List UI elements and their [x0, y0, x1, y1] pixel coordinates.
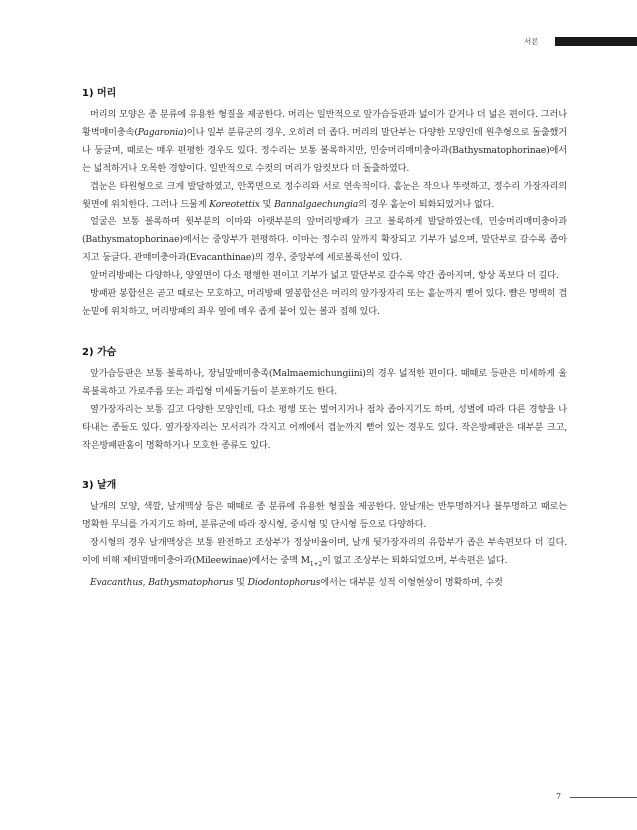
paragraph [82, 267, 567, 285]
italic-term: Evacanthus [90, 576, 143, 588]
text-run: 및 [259, 198, 275, 210]
section-heading: 2) 가슴 [82, 346, 117, 358]
italic-term: Pagaronia [137, 126, 184, 138]
italic-term: Koreotettix [209, 198, 260, 210]
text-run: 방패판 봉합선은 곧고 때로는 모호하고, 머리방패 옆봉합선은 머리의 앞가장자리 또는 홑눈까지 뻗어 있다. 뺨은 명백히 겹눈밑에 위치하고, 머리방패의 좌우 옆에 매우 좁게 붙어 있는 볼과 접해 있다. [82, 288, 567, 317]
text-run: , [142, 576, 149, 588]
section [82, 345, 567, 455]
section-heading: 3) 날개 [82, 480, 117, 492]
text-run: 앞머리방패는 다양하나, 양옆면이 다소 평행한 편이고 기부가 넓고 말단부로 갈수록 약간 좁아지며, 항상 폭보다 더 길다. [90, 270, 559, 282]
paragraph [82, 498, 567, 534]
paragraph [82, 285, 567, 321]
paragraph [82, 534, 567, 574]
paragraph [82, 401, 567, 455]
section [82, 86, 567, 321]
paragraph [82, 213, 567, 267]
text-run: 옆가장자리는 보통 길고 다양한 모양인데, 다소 평행 또는 벌어지거나 점차 좁아지기도 하며, 성별에 따라 다른 경향을 나타내는 종들도 있다. 옆가장자리는 모서리가 각지고 어깨에서 겹눈까지 뻗어 있는 경우도 있다. 작은방패판은 대부분 크고, 작은방패판홈이 명확하거나 모호한 종류도 있다. [82, 403, 567, 451]
text-run: 의 경우 홑눈이 퇴화되었거나 없다. [358, 198, 495, 210]
paragraph [82, 574, 567, 592]
section [82, 478, 567, 591]
italic-term: Bathysmatophorus [148, 576, 234, 588]
paragraph [82, 178, 567, 214]
text-run: 겹눈은 타원형으로 크게 발달하였고, 안쪽면으로 정수리와 서로 연속적이다. 홑눈은 작으나 뚜렷하고, 정수리 가장자리의 윗면에 위치한다. 그러나 드물게 [82, 180, 567, 210]
main-content [82, 86, 567, 616]
text-run: 날개의 모양, 색깔, 날개맥상 등은 때때로 종 분류에 유용한 형질을 제공한다. 앞날개는 반투명하거나 불투명하고 때로는 명확한 무늬를 가지기도 하며, 분류군에 따라 장시형, 중시형 및 단시형 등으로 다양하다. [82, 501, 567, 531]
text-run: )이나 일부 분류군의 경우, 오히려 더 좁다. 머리의 말단부는 다양한 모양인데 원추형으로 돌출했거나 둥글며, 때로는 매우 편평한 경우도 있다. 정수리는 보통 볼록하지만, 민숭머리매미충아과(Bathysmatophorinae)에서는 넓적하거나 오목한 경향이다. 일반적으로 수컷의 머리가 암컷보다 더 돌출하였다. [82, 126, 567, 174]
text-run: 이 없고 조상부는 퇴화되었으며, 부속편은 넓다. [322, 555, 508, 567]
text-run: 얼굴은 보통 볼록하며 윗부분의 이마와 아랫부분의 앞머리방패가 크고 볼록하게 발달하였는데, 민숭머리매미충아과(Bathysmatophorinae)에서는 중앙부가 편평하다. 이마는 정수리 앞까지 확장되고 기부가 넓으며, 말단부로 갈수록 좁아지고 둥글다. 관매미충아과(Evacanthinae)의 경우, 중앙부에 세로볼록선이 있다. [82, 216, 567, 264]
footer-rule [570, 797, 637, 798]
italic-term: Diodontophorus [247, 576, 321, 588]
text-run: 및 [233, 576, 248, 588]
text-run: 앞가슴등판은 보통 볼록하나, 장님말매미충족(Malmaemichungiini)의 경우 넓적한 편이다. 때때로 등판은 미세하게 울록불록하고 가로주름 또는 과립형 미세돌기들이 분포하기도 한다. [82, 367, 567, 397]
header-bar [555, 37, 637, 46]
text-run: 에서는 대부분 성적 이형현상이 명확하며, 수컷 [320, 576, 503, 588]
section-heading: 1) 머리 [82, 88, 117, 99]
text-run: 장시형의 경우 날개맥상은 보통 완전하고 조상부가 정상비율이며, 날개 뒷가장자리의 유합부가 좁은 부속편보다 더 길다. 이에 비해 제비말매미충아과(Mileewinae)에서는 중맥 M [82, 537, 567, 567]
italic-term: Bannalgaechungia [274, 198, 359, 210]
page-number: 7 [556, 792, 562, 801]
subscript: 1+2 [309, 560, 323, 568]
paragraph [82, 106, 567, 178]
paragraph [82, 365, 567, 401]
text-run: 머리의 모양은 종 분류에 유용한 형질을 제공한다. 머리는 일반적으로 앞가슴등판과 넓이가 같거나 더 넓은 편이다. 그러나 황벽매미충속( [82, 109, 567, 138]
running-header-label: 서론 [524, 37, 539, 46]
